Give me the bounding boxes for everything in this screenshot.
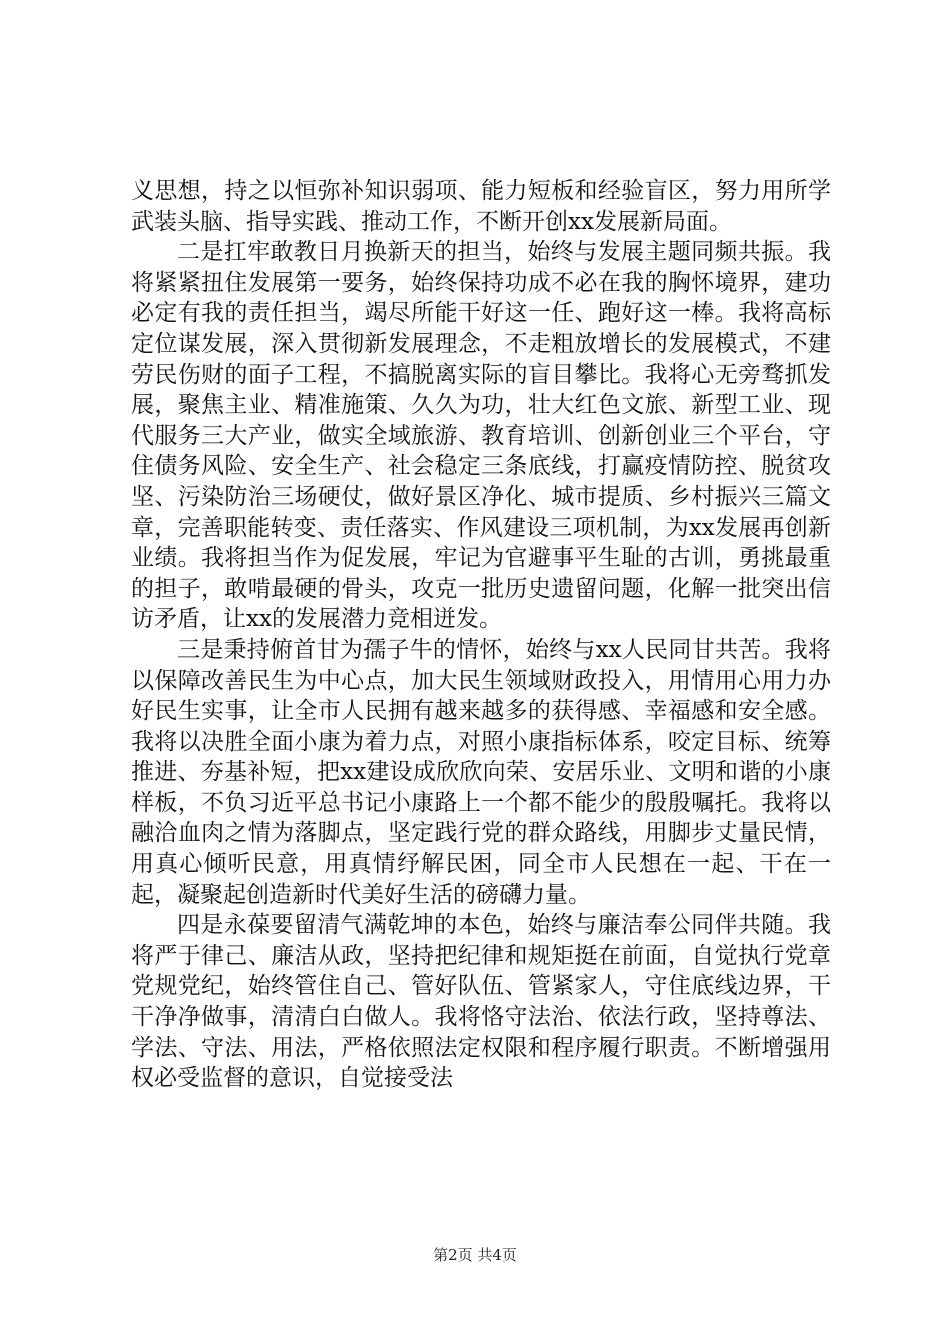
paragraph-point-three: 三是秉持俯首甘为孺子牛的情怀，始终与xx人民同甘共苦。我将以保障改善民生为中心点，加大民生领域财政投入，用情用心用力办好民生实事，让全市人民拥有越来越多的获得感、幸福感和安全感。我将以决胜全面小康为着力点，对照小康指标体系，咬定目标、统筹推进、夯基补短，把xx建设成欣欣向荣、安居乐业、文明和谐的小康样板，不负习近平总书记小康路上一个都不能少的殷殷嘱托。我将以融洽血肉之情为落脚点，坚定践行党的群众路线，用脚步丈量民情，用真心倾听民意，用真情纾解民困，同全市人民想在一起、干在一起，凝聚起创造新时代美好生活的磅礴力量。 [131,636,831,908]
paragraph-continuation: 义思想，持之以恒弥补知识弱项、能力短板和经验盲区，努力用所学武装头脑、指导实践、推动工作，不断开创xx发展新局面。 [131,178,831,235]
page-footer [0,1244,950,1265]
page-number: 第2页 共4页 [433,1246,517,1264]
document-body [131,176,831,1094]
paragraph-point-four: 四是永葆要留清气满乾坤的本色，始终与廉洁奉公同伴共随。我将严于律己、廉洁从政，坚持把纪律和规矩挺在前面，自觉执行党章党规党纪，始终管住自己、管好队伍、管紧家人，守住底线边界，干干净净做事，清清白白做人。我将恪守法治、依法行政，坚持尊法、学法、守法、用法，严格依照法定权限和程序履行职责。不断增强用权必受监督的意识，自觉接受法 [131,912,831,1092]
paragraph-point-two: 二是扛牢敢教日月换新天的担当，始终与发展主题同频共振。我将紧紧扭住发展第一要务，始终保持功成不必在我的胸怀境界，建功必定有我的责任担当，竭尽所能干好这一任、跑好这一棒。我将高标定位谋发展，深入贯彻新发展理念，不走粗放增长的发展模式，不建劳民伤财的面子工程，不搞脱离实际的盲目攀比。我将心无旁骛抓发展，聚焦主业、精准施策、久久为功，壮大红色文旅、新型工业、现代服务三大产业，做实全域旅游、教育培训、创新创业三个平台，守住债务风险、安全生产、社会稳定三条底线，打赢疫情防控、脱贫攻坚、污染防治三场硬仗，做好景区净化、城市提质、乡村振兴三篇文章，完善职能转变、责任落实、作风建设三项机制，为xx发展再创新业绩。我将担当作为促发展，牢记为官避事平生耻的古训，勇挑最重的担子，敢啃最硬的骨头，攻克一批历史遗留问题，化解一批突出信访矛盾，让xx的发展潜力竞相迸发。 [131,239,831,633]
